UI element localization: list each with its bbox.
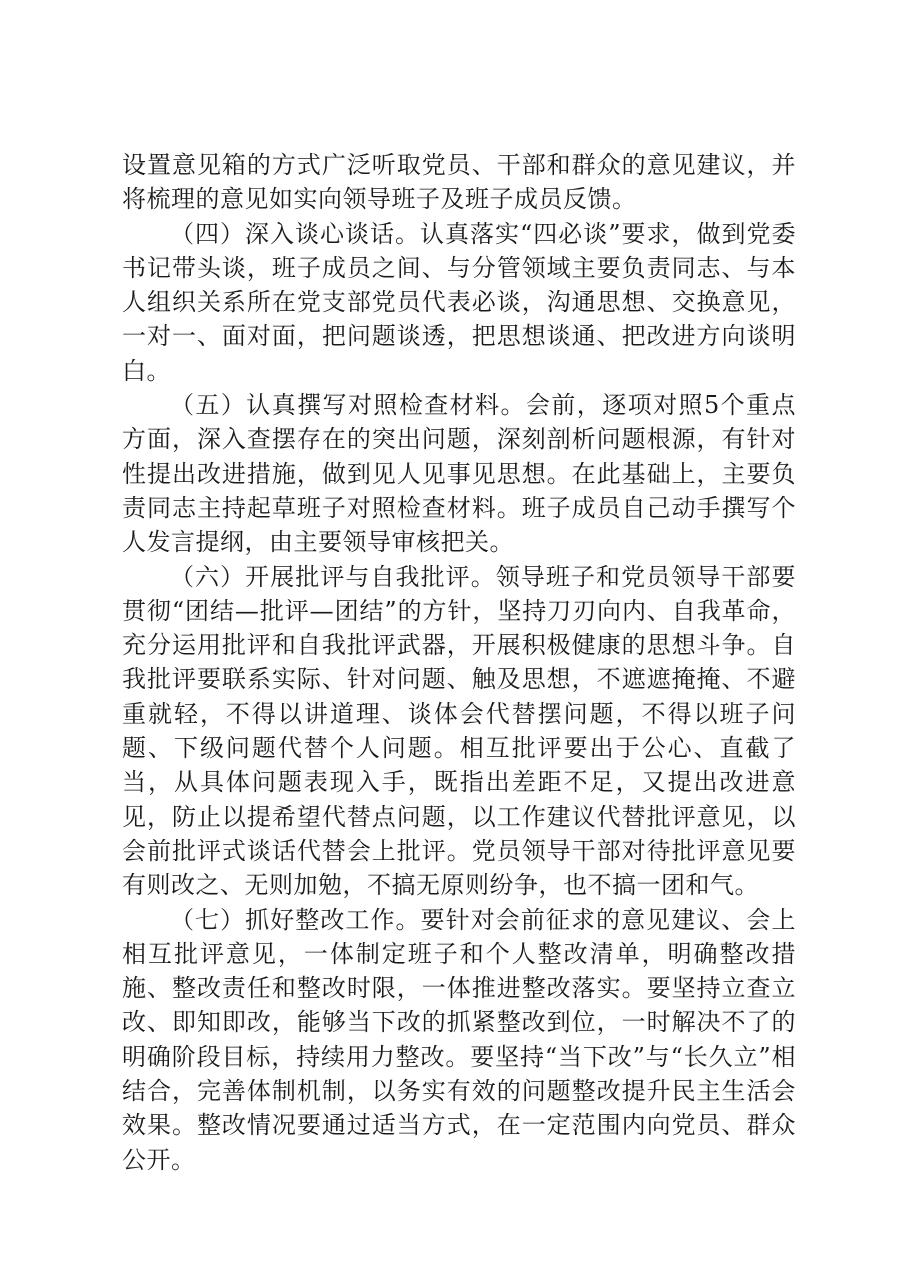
paragraph-section-7: （七）抓好整改工作。要针对会前征求的意见建议、会上相互批评意见，一体制定班子和个人整改清单，明确整改措施、整改责任和整改时限，一体推进整改落实。要坚持立查立改、即知即改，能够当下改的抓紧整改到位，一时解决不了的明确阶段目标，持续用力整改。要坚持“当下改”与“长久立”相结合，完善体制机制，以务实有效的问题整改提升民主生活会效果。整改情况要通过适当方式，在一定范围内向党员、群众公开。 xyxy=(122,905,796,1174)
paragraph-section-5: （五）认真撰写对照检查材料。会前，逐项对照5个重点方面，深入查摆存在的突出问题，深刻剖析问题根源，有针对性提出改进措施，做到见人见事见思想。在此基础上，主要负责同志主持起草班子对照检查材料。班子成员自己动手撰写个人发言提纲，由主要领导审核把关。 xyxy=(122,391,796,557)
paragraph-continuation: 设置意见箱的方式广泛听取党员、干部和群众的意见建议，并将梳理的意见如实向领导班子及班子成员反馈。 xyxy=(122,151,796,214)
paragraph-section-6: （六）开展批评与自我批评。领导班子和党员领导干部要贯彻“团结—批评—团结”的方针，坚持刀刃向内、自我革命，充分运用批评和自我批评武器，开展积极健康的思想斗争。自我批评要联系实际、针对问题、触及思想，不遮遮掩掩、不避重就轻，不得以讲道理、谈体会代替摆问题，不得以班子问题、下级问题代替个人问题。相互批评要出于公心、直截了当，从具体问题表现入手，既指出差距不足，又提出改进意见，防止以提希望代替点问题，以工作建议代替批评意见，以会前批评式谈话代替会上批评。党员领导干部对待批评意见要有则改之、无则加勉，不搞无原则纷争，也不搞一团和气。 xyxy=(122,562,796,900)
paragraph-section-4: （四）深入谈心谈话。认真落实“四必谈”要求，做到党委书记带头谈，班子成员之间、与分管领域主要负责同志、与本人组织关系所在党支部党员代表必谈，沟通思想、交换意见，一对一、面对面，把问题谈透，把思想谈通、把改进方向谈明白。 xyxy=(122,219,796,385)
document-body xyxy=(122,148,796,1177)
